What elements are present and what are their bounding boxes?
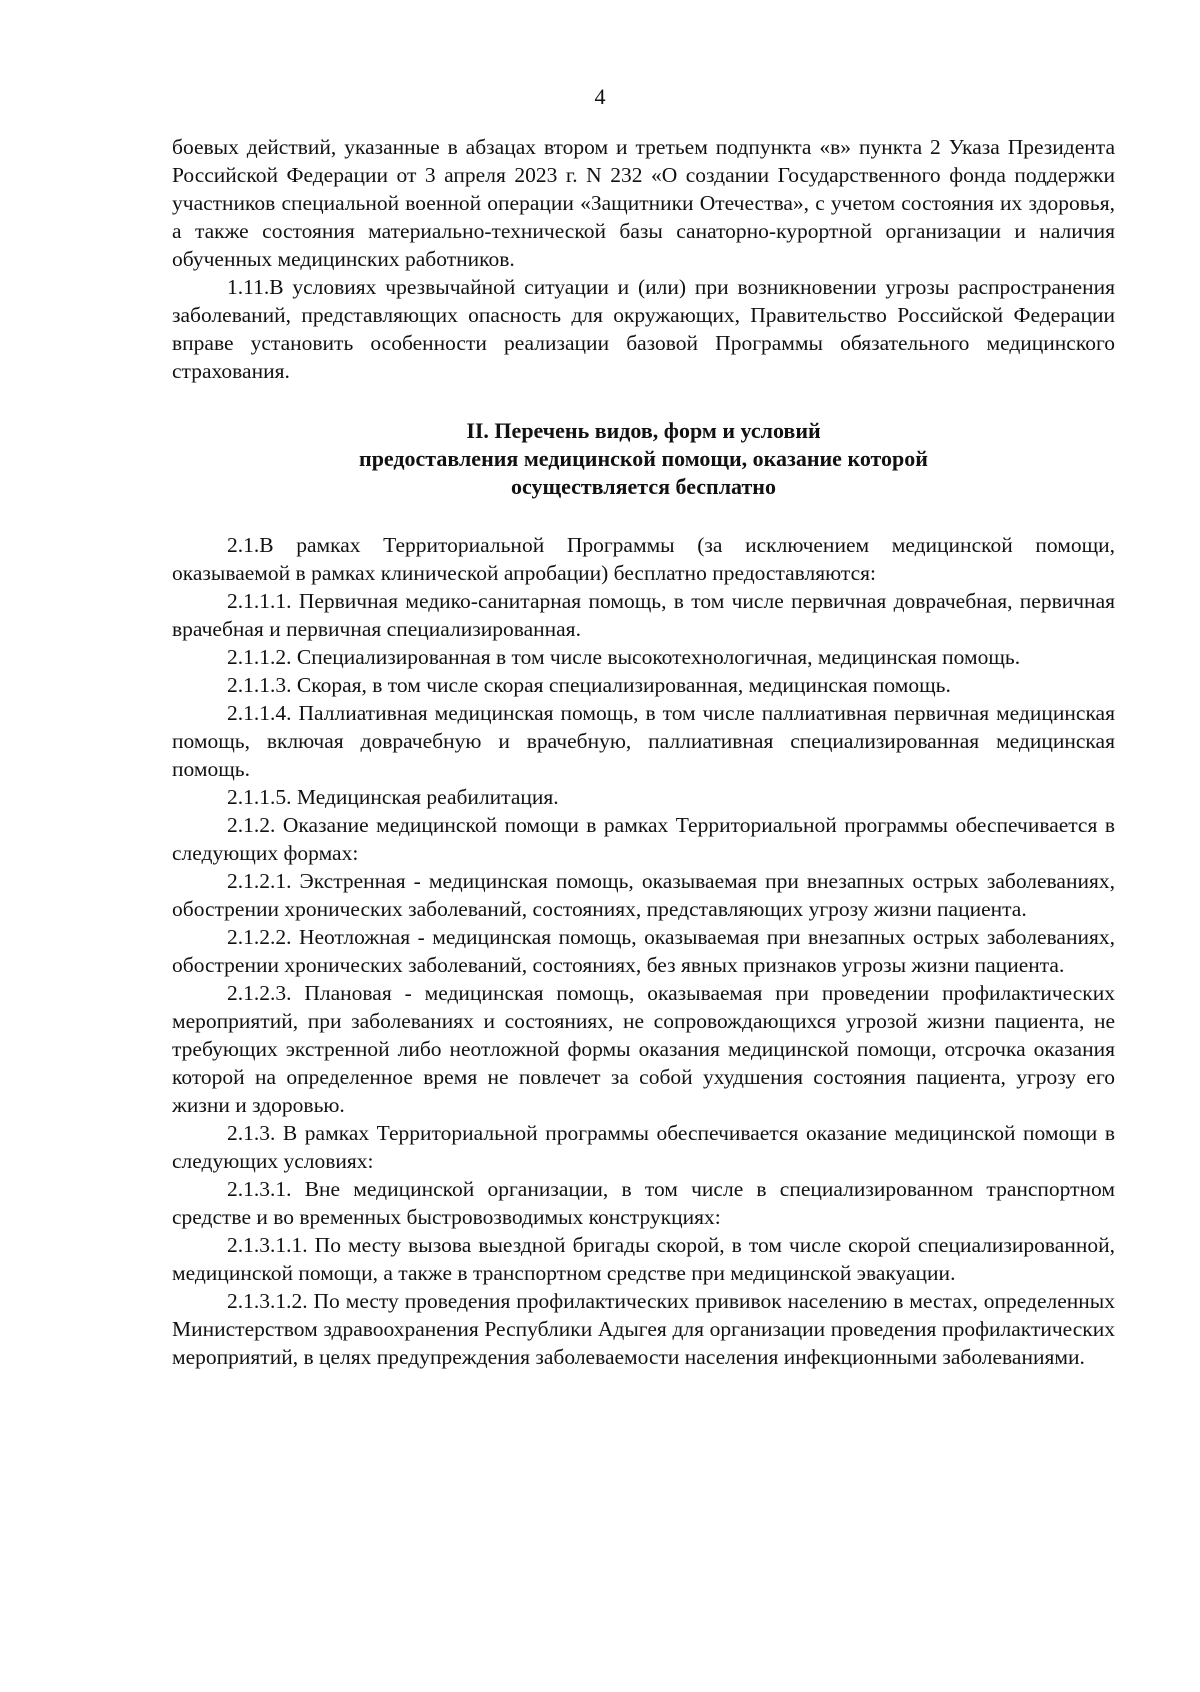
section-heading-line-1: II. Перечень видов, форм и условий xyxy=(466,418,821,443)
paragraph-2-1-1-2: 2.1.1.2. Специализированная в том числе высокотехнологичная, медицинская помощь. xyxy=(227,645,1021,669)
section-heading xyxy=(172,417,1115,501)
paragraph-2-1-3-1-2: 2.1.3.1.2. По месту проведения профилактических прививок населению в местах, определенных Министерством здравоохранения Республики Адыгея для организации проведения профилактических мероприятий, в целях предупреждения заболеваемости населения инфекционными заболеваниями. xyxy=(172,1289,1115,1369)
paragraph-2-1: 2.1.В рамках Территориальной Программы (за исключением медицинской помощи, оказываемой в рамках клинической апробации) бесплатно предоставляются: xyxy=(172,533,1115,585)
paragraph-2-1-2-1: 2.1.2.1. Экстренная - медицинская помощь, оказываемая при внезапных острых заболеваниях, обострении хронических заболеваний, состояниях, представляющих угрозу жизни пациента. xyxy=(172,869,1115,921)
paragraph-2-1-3-1-1: 2.1.3.1.1. По месту вызова выездной бригады скорой, в том числе скорой специализированной, медицинской помощи, а также в транспортном средстве при медицинской эвакуации. xyxy=(172,1233,1115,1285)
paragraph-2-1-2-2: 2.1.2.2. Неотложная - медицинская помощь, оказываемая при внезапных острых заболеваниях, обострении хронических заболеваний, состояниях, без явных признаков угрозы жизни пациента. xyxy=(172,925,1115,977)
paragraph-2-1-2-3: 2.1.2.3. Плановая - медицинская помощь, оказываемая при проведении профилактических мероприятий, при заболеваниях и состояниях, не сопровождающихся угрозой жизни пациента, не требующих экстренной либо неотложной формы оказания медицинской помощи, отсрочка оказания которой на определенное время не повлечет за собой ухудшения состояния пациента, угрозу его жизни и здоровью. xyxy=(172,981,1115,1117)
section-heading-line-3: осуществляется бесплатно xyxy=(511,474,776,499)
page-number: 4 xyxy=(594,84,606,109)
paragraph-2-1-1-4: 2.1.1.4. Паллиативная медицинская помощь, в том числе паллиативная первичная медицинская помощь, включая доврачебную и врачебную, паллиативная специализированная медицинская помощь. xyxy=(172,701,1115,781)
section-heading-line-2: предоставления медицинской помощи, оказание которой xyxy=(359,446,928,471)
paragraph-2-1-1-1: 2.1.1.1. Первичная медико-санитарная помощь, в том числе первичная доврачебная, первичная врачебная и первичная специализированная. xyxy=(172,589,1115,641)
paragraph-2-1-1-3: 2.1.1.3. Скорая, в том числе скорая специализированная, медицинская помощь. xyxy=(227,673,951,697)
paragraph-2-1-1-5: 2.1.1.5. Медицинская реабилитация. xyxy=(227,785,559,809)
paragraph-2-1-3: 2.1.3. В рамках Территориальной программы обеспечивается оказание медицинской помощи в следующих условиях: xyxy=(172,1121,1115,1173)
paragraph-2-1-3-1: 2.1.3.1. Вне медицинской организации, в том числе в специализированном транспортном средстве и во временных быстровозводимых конструкциях: xyxy=(172,1177,1115,1229)
paragraph-continuation: боевых действий, указанные в абзацах втором и третьем подпункта «в» пункта 2 Указа Президента Российской Федерации от 3 апреля 2023 г. N 232 «О создании Государственного фонда поддержки участников специальной военной операции «Защитники Отечества», с учетом состояния их здоровья, а также состояния материально-технической базы санаторно-курортной организации и наличия обученных медицинских работников. xyxy=(172,135,1115,271)
paragraph-2-1-2: 2.1.2. Оказание медицинской помощи в рамках Территориальной программы обеспечивается в следующих формах: xyxy=(172,813,1115,865)
document-body xyxy=(172,133,1115,1371)
paragraph-1-11: 1.11.В условиях чрезвычайной ситуации и (или) при возникновении угрозы распространения заболеваний, представляющих опасность для окружающих, Правительство Российской Федерации вправе установить особенности реализации базовой Программы обязательного медицинского страхования. xyxy=(172,275,1115,383)
